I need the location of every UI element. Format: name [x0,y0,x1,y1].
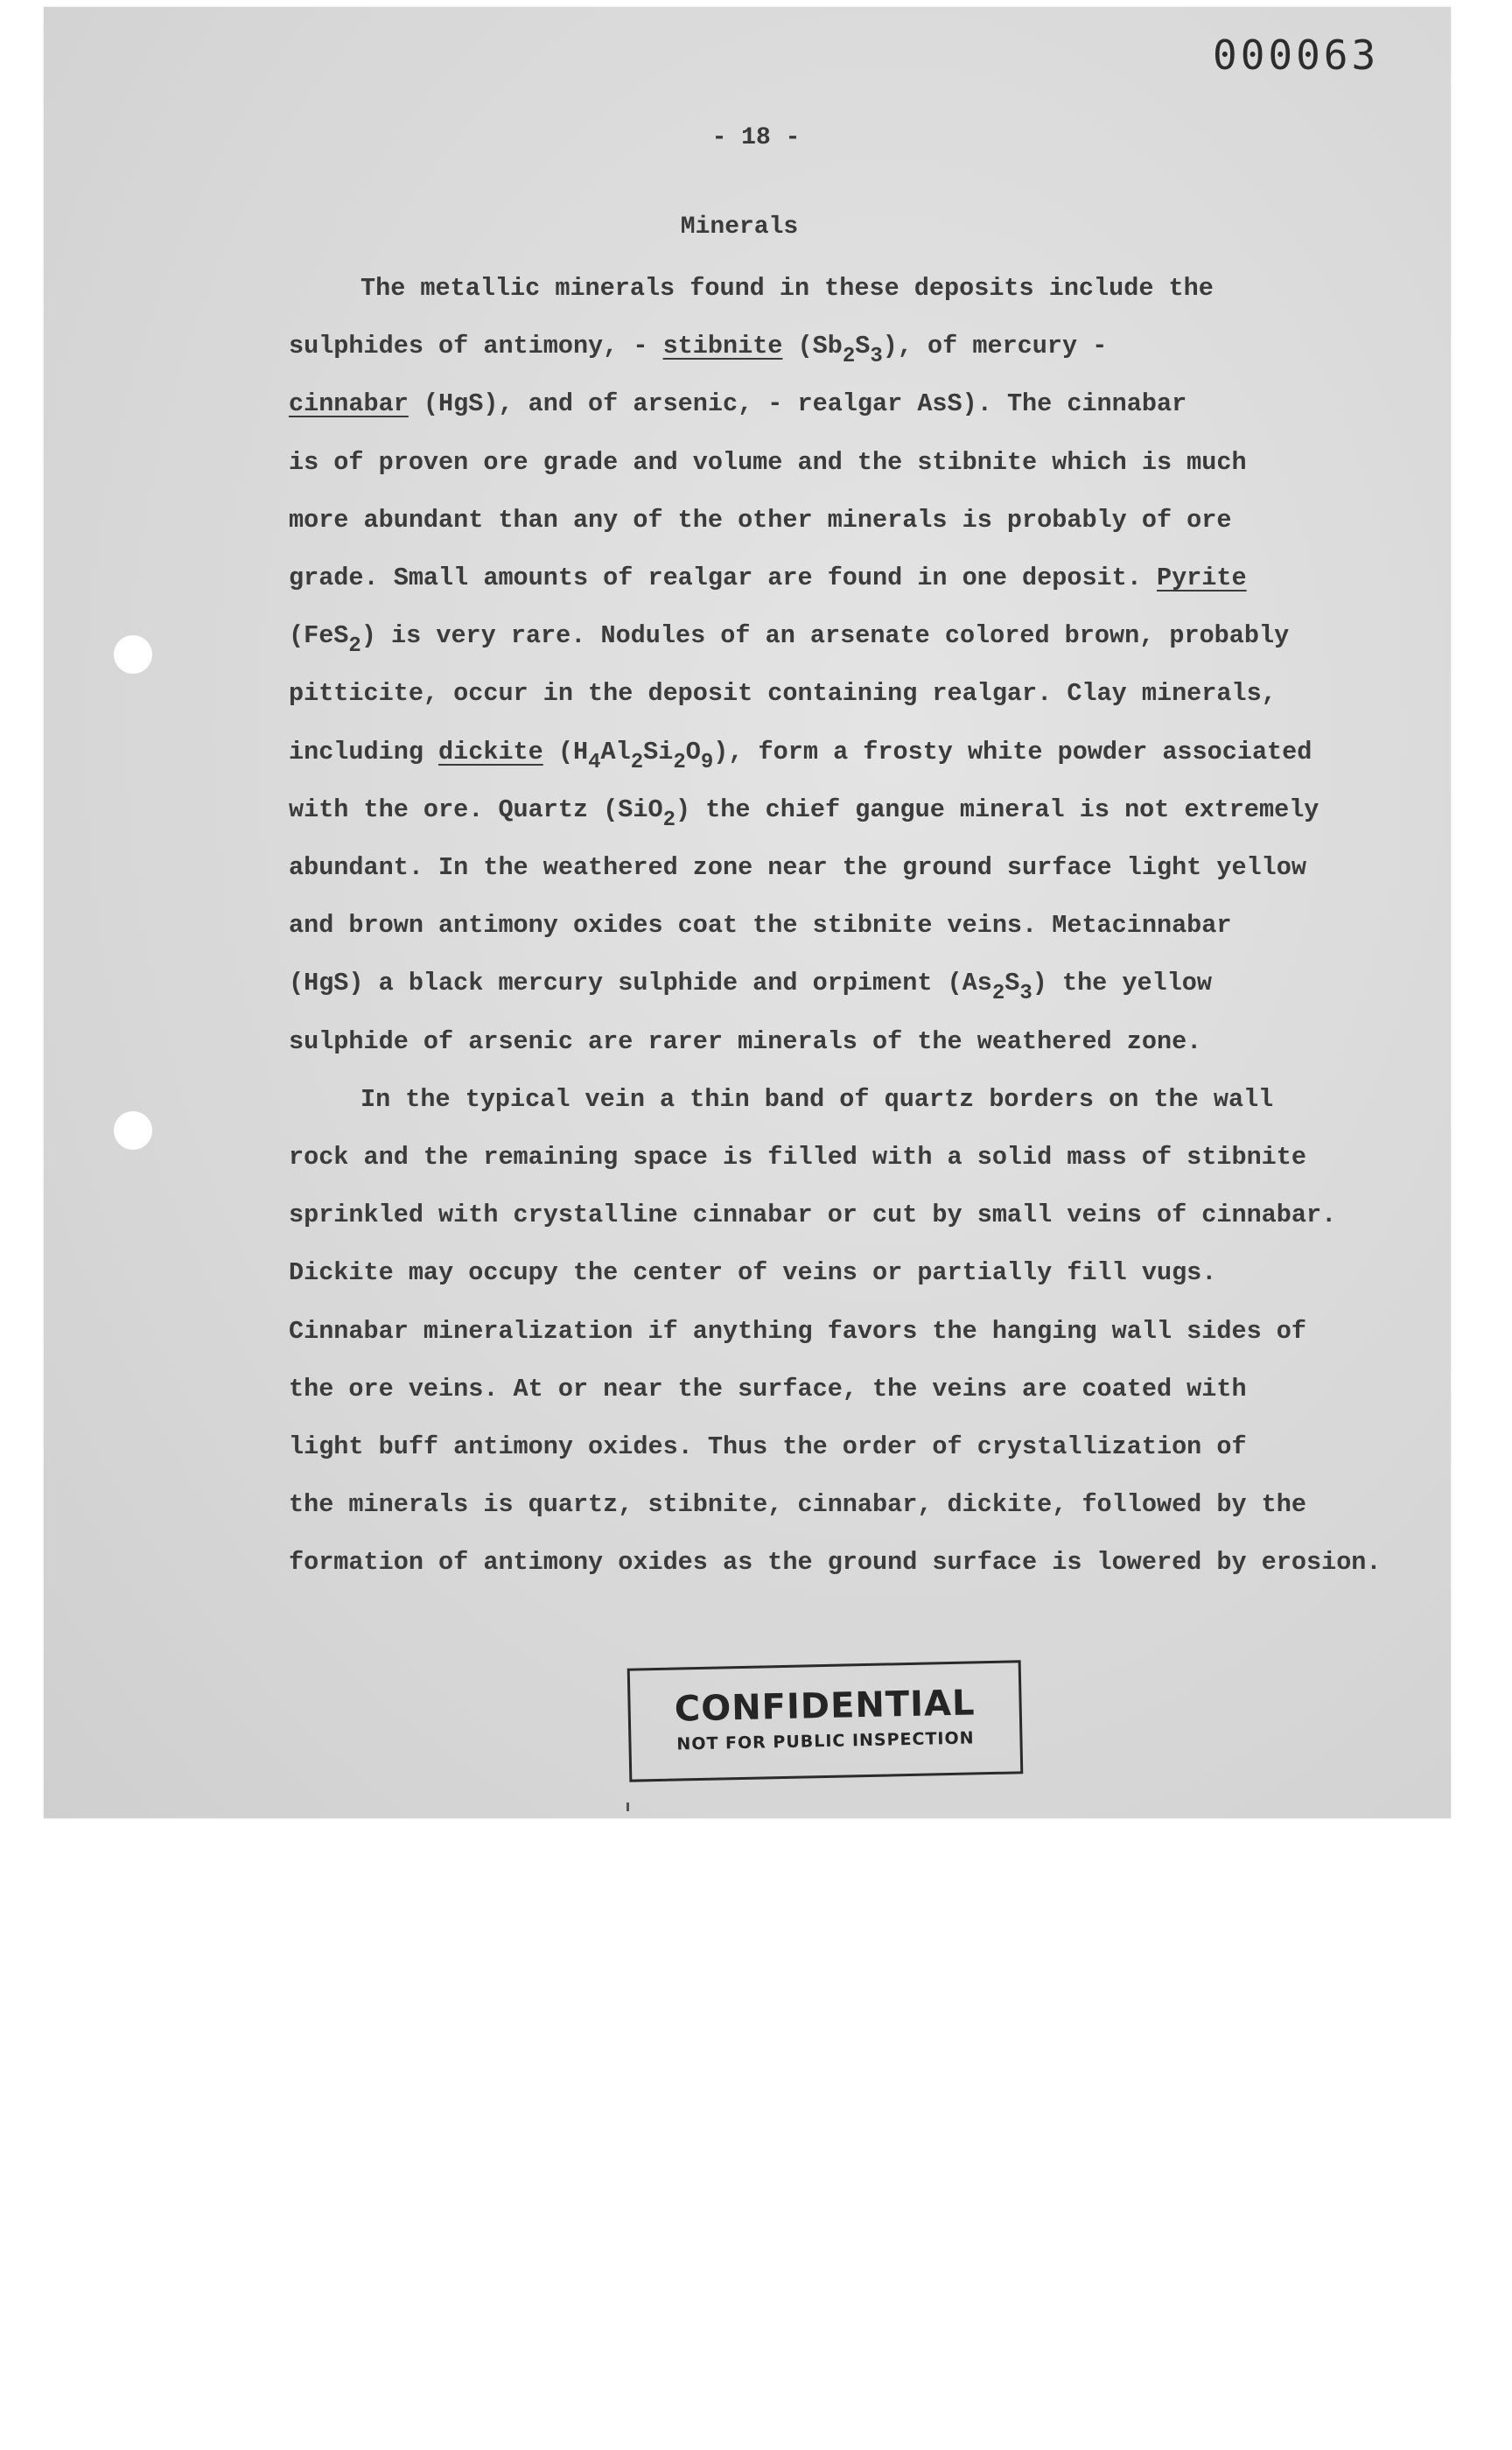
paper-mark [626,1802,629,1811]
confidential-stamp [627,1660,1024,1782]
text-line: and brown antimony oxides coat the stibnite veins. Metacinnabar [289,911,1232,941]
section-heading: Minerals [680,214,799,241]
text-line: light buff antimony oxides. Thus the order of crystallization of [289,1432,1247,1461]
text-line: the minerals is quartz, stibnite, cinnabar, dickite, followed by the [289,1490,1306,1520]
text-line: formation of antimony oxides as the ground surface is lowered by erosion. [289,1548,1382,1578]
confidential-stamp-title: CONFIDENTIAL [674,1683,976,1730]
text-line: In the typical vein a thin band of quartz borders on the wall [360,1084,1274,1114]
text-line: rock and the remaining space is filled with a solid mass of stibnite [289,1143,1306,1172]
text-line: grade. Small amounts of realgar are found in one deposit. Pyrite [289,564,1247,592]
text-line: abundant. In the weathered zone near the ground surface light yellow [289,853,1306,882]
text-line: cinnabar (HgS), and of arsenic, - realgar AsS). The cinnabar [289,389,1187,419]
text-line: is of proven ore grade and volume and the stibnite which is much [289,447,1247,477]
page-number: - 18 - [711,124,801,151]
text-line: (FeS$_2$) is very rare. Nodules of an arsenate colored brown, probably [289,621,1290,659]
text-line: more abundant than any of the other minerals is probably of ore [289,505,1232,535]
text-line: Dickite may occupy the center of veins or partially fill vugs. [289,1258,1217,1288]
archive-number-stamp: 000063 [1213,32,1380,79]
text-line: with the ore. Quartz (SiO$_2$) the chief gangue mineral is not extremely [289,794,1320,832]
confidential-stamp-subtitle: NOT FOR PUBLIC INSPECTION [676,1728,975,1754]
punch-hole-bottom [114,1111,152,1150]
punch-hole-top [114,635,152,674]
text-line: The metallic minerals found in these deposits include the [360,274,1214,303]
text-line: Cinnabar mineralization if anything favors the hanging wall sides of [289,1316,1306,1346]
text-line: sulphides of antimony, - stibnite $(Sb_2S_3)$, of mercury - [289,332,1108,369]
text-line: sulphide of arsenic are rarer minerals of the weathered zone. [289,1026,1202,1056]
text-line: sprinkled with crystalline cinnabar or cut by small veins of cinnabar. [289,1200,1337,1230]
text-line: (HgS) a black mercury sulphide and orpiment $(As_2S_3)$ the yellow [289,969,1212,1006]
text-line: the ore veins. At or near the surface, the veins are coated with [289,1374,1247,1404]
text-line: including dickite $(H_4Al_2Si_2O_9)$, form a frosty white powder associated [289,737,1312,774]
text-line: pitticite, occur in the deposit containing realgar. Clay minerals, [289,679,1277,709]
